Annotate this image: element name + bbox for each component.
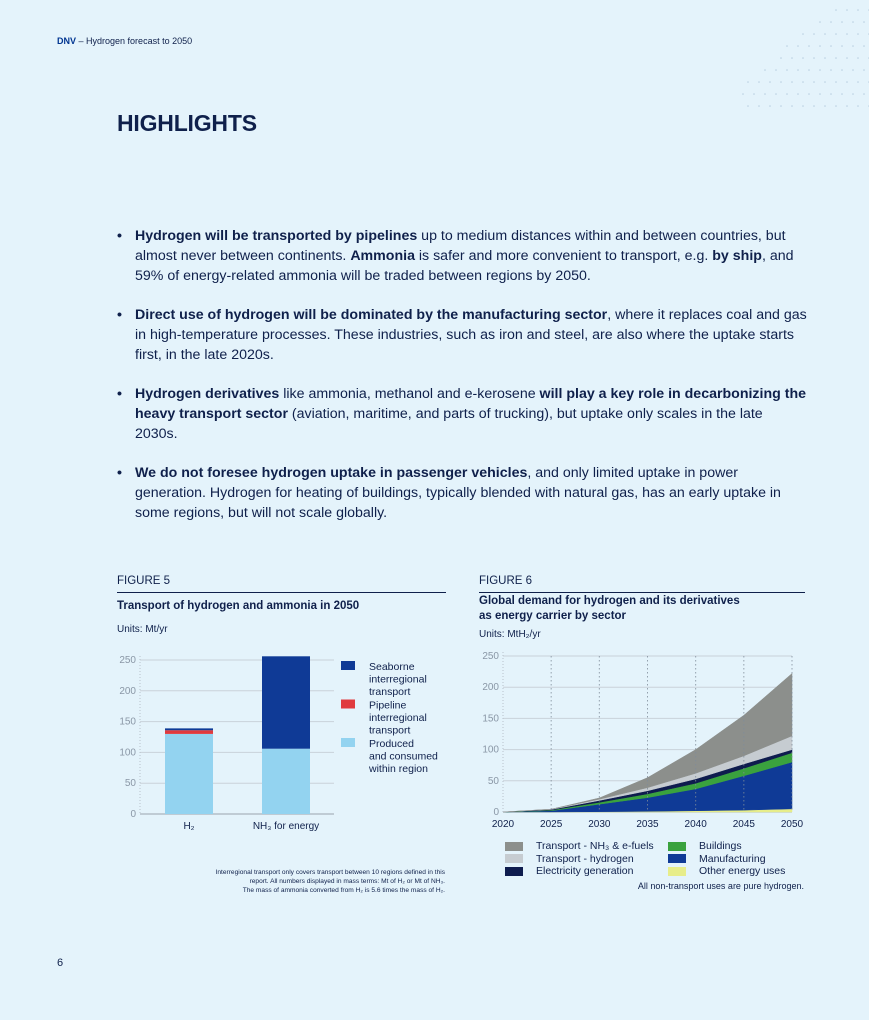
y-tick-label: 150 [482,713,499,725]
bar-segment [165,734,213,814]
highlight-bullet [117,463,807,523]
decor-dot [846,33,848,35]
decor-dot [808,69,810,71]
highlight-bullet [117,226,807,286]
bar-segment [262,749,310,814]
y-tick-label: 200 [482,682,499,694]
figure-5-note-line: The mass of ammonia converted from H₂ is 5.6 times the mass of H₂. [242,887,445,894]
figure-5-rule [117,592,446,593]
legend-item [505,853,634,865]
bar-segment [165,730,213,734]
decor-dot [797,69,799,71]
y-tick-label: 50 [487,775,499,787]
legend-label: Pipeline [369,699,407,712]
decor-dot [857,81,859,83]
figure-5-units-prefix: Units: [117,624,146,635]
y-tick-label: 0 [130,809,136,820]
legend-item [505,865,633,877]
figure-5 [117,575,446,635]
decor-dot [802,81,804,83]
decor-dot [824,33,826,35]
decor-dot [791,81,793,83]
y-tick-label: 50 [124,778,136,790]
decor-dot [791,105,793,107]
decor-dot [813,81,815,83]
bullet-text: like ammonia, methanol and e-kerosene [279,386,540,402]
legend-label: transport [369,686,411,698]
figure-5-label: FIGURE 5 [117,575,171,587]
decor-dot [808,45,810,47]
legend-swatch [668,854,686,863]
decor-dot [846,81,848,83]
decor-dot [841,45,843,47]
decor-dot [863,45,865,47]
legend-label: Electricity generation [536,865,634,877]
y-tick-label: 250 [119,655,136,666]
header-sep: – [76,36,87,46]
x-tick-label: 2050 [780,819,804,830]
decor-dot [852,69,854,71]
decor-dot [786,45,788,47]
figure-5-note [130,868,445,895]
x-tick-label: 2045 [732,819,755,830]
bullet-bold-text: Ammonia [350,248,415,264]
bullet-bold-text: Direct use of hydrogen will be dominated by the manufacturing sector [135,307,608,323]
highlights-list [117,226,807,542]
x-tick-label: 2030 [588,819,611,830]
decor-dot [863,93,865,95]
decor-dot [742,93,744,95]
decor-dot [841,21,843,23]
decor-dot [791,57,793,59]
bullet-bold-text: will play a key role in decarbonizing the heavy transport sector [135,386,807,422]
legend-swatch [505,854,523,863]
decor-dot [819,21,821,23]
decor-dot [835,105,837,107]
legend-label: Transport - hydrogen [536,852,634,865]
figure-5-note-line: Interregional transport only covers transport between 10 regions defined in this [215,869,445,876]
figure-5-chart [112,650,452,835]
decor-dot [753,93,755,95]
legend-item [505,840,654,852]
figure-6-rule [479,592,805,593]
decor-dot [813,57,815,59]
bullet-bold-text: Hydrogen derivatives [135,386,280,402]
legend-swatch [341,738,355,747]
figure-6-chart [474,645,814,835]
decor-dot [780,81,782,83]
legend-label: Other energy uses [699,865,786,877]
decor-dot [830,45,832,47]
x-category-label: NH₃ for energy [252,821,320,832]
legend-label: Manufacturing [699,852,766,865]
decor-dot [819,45,821,47]
y-tick-label: 0 [493,807,499,818]
bullet-text: (aviation, maritime, and parts of trucking), but uptake only scales in the late 2030s. [135,406,763,442]
legend-swatch [341,661,355,670]
decor-dot [846,57,848,59]
decor-dot [797,93,799,95]
decor-dot [830,69,832,71]
decor-dot [819,69,821,71]
decor-dot [819,93,821,95]
decor-dot [764,93,766,95]
decor-dot [769,105,771,107]
figure-5-units [117,624,446,635]
legend-item [668,865,785,877]
decor-dot [857,105,859,107]
decor-dot [747,81,749,83]
decor-dot [786,69,788,71]
decor-dot [813,33,815,35]
decor-dot [852,93,854,95]
x-tick-label: 2040 [684,819,707,830]
decor-dot [758,105,760,107]
legend-label: Seaborne [369,661,415,673]
decor-dot [808,93,810,95]
decor-dot [841,69,843,71]
header-title: Hydrogen forecast to 2050 [86,36,193,46]
legend-swatch [505,842,523,851]
decor-dot [835,81,837,83]
decor-dot [813,105,815,107]
decorative-dot-pattern [729,0,869,130]
x-category-label: H₂ [183,821,195,832]
page-number: 6 [57,957,64,969]
decor-dot [802,33,804,35]
legend-swatch [668,867,686,876]
figure-5-note-line: report. All numbers displayed in mass terms: Mt of H₂ or Mt of NH₃. [249,878,445,885]
decor-dot [797,45,799,47]
figure-6-label: FIGURE 6 [479,575,533,587]
figure-6-units-value: MtH₂/yr [507,629,541,640]
bullet-text: is safer and more convenient to transport, e.g. [414,248,713,264]
figure-6-title-line2: as energy carrier by sector [479,610,627,622]
decor-dot [852,21,854,23]
legend-label: Produced [369,738,414,750]
legend-label: Buildings [699,840,742,852]
bar-segment [165,728,213,730]
figure-6-units-prefix: Units: [479,629,508,640]
bullet-bold-text: by ship [712,248,762,264]
decor-dot [857,9,859,11]
decor-dot [863,21,865,23]
decor-dot [857,33,859,35]
legend-label: transport [369,724,411,737]
decor-dot [758,81,760,83]
y-tick-label: 250 [482,651,499,662]
decor-dot [764,69,766,71]
bullet-bold-text: We do not foresee hydrogen uptake in passenger vehicles [135,465,528,481]
decor-dot [824,105,826,107]
figure-6-legend [505,840,805,880]
header-brand: DNV [57,36,77,46]
y-tick-label: 100 [482,744,499,756]
bullet-text: up to medium distances within and between countries, but almost never between continents. [135,228,786,264]
decor-dot [830,93,832,95]
figure-5-units-value: Mt/yr [145,624,168,635]
figure-6-title [479,594,805,624]
decor-dot [802,57,804,59]
highlight-bullet [117,384,807,444]
decor-dot [835,9,837,11]
decor-dot [841,93,843,95]
decor-dot [830,21,832,23]
legend-swatch [341,700,355,709]
bullet-text: , and only limited uptake in power generation. Hydrogen for heating of buildings, typically blended with natural gas, has an early uptake in some regions, but will not scale globally. [135,465,781,521]
figure-6 [479,575,805,640]
decor-dot [835,33,837,35]
decor-dot [775,69,777,71]
figure-6-footnote: All non-transport uses are pure hydrogen. [637,881,804,891]
decor-dot [824,81,826,83]
highlight-bullet [117,305,807,365]
legend-swatch [505,867,523,876]
legend-label: Transport - NH₃ & e-fuels [536,840,654,852]
y-tick-label: 200 [119,685,136,697]
decor-dot [747,105,749,107]
x-tick-label: 2020 [491,819,515,830]
legend-label: interregional [369,673,427,686]
figure-6-title-line1: Global demand for hydrogen and its derivatives [479,595,740,607]
decor-dot [780,57,782,59]
y-tick-label: 100 [119,747,136,759]
decor-dot [835,57,837,59]
decor-dot [802,105,804,107]
legend-label: within region [369,763,428,775]
decor-dot [780,105,782,107]
decor-dot [863,69,865,71]
figure-6-units [479,629,805,640]
running-header [57,36,192,46]
decor-dot [846,105,848,107]
bar-segment [262,656,310,748]
decor-dot [852,45,854,47]
legend-label: and consumed [369,750,438,763]
legend-item [668,840,742,852]
decor-dot [786,93,788,95]
decor-dot [824,57,826,59]
page-title: HIGHLIGHTS [117,110,257,136]
decor-dot [846,9,848,11]
x-tick-label: 2035 [636,819,659,830]
bullet-bold-text: Hydrogen will be transported by pipelines [135,228,418,244]
legend-swatch [668,842,686,851]
legend-item [668,853,766,865]
bullet-text: , where it replaces coal and gas in high-temperature processes. These industries, such as iron and steel, are also where the uptake starts first, in the late 2020s. [135,307,807,363]
legend-label: interregional [369,712,427,724]
decor-dot [857,57,859,59]
decor-dot [775,93,777,95]
figure-5-title: Transport of hydrogen and ammonia in 2050 [117,600,360,612]
x-tick-label: 2025 [540,819,563,830]
bullet-text: , and 59% of energy-related ammonia will be traded between regions by 2050. [135,248,794,284]
y-tick-label: 150 [119,716,136,728]
decor-dot [769,81,771,83]
